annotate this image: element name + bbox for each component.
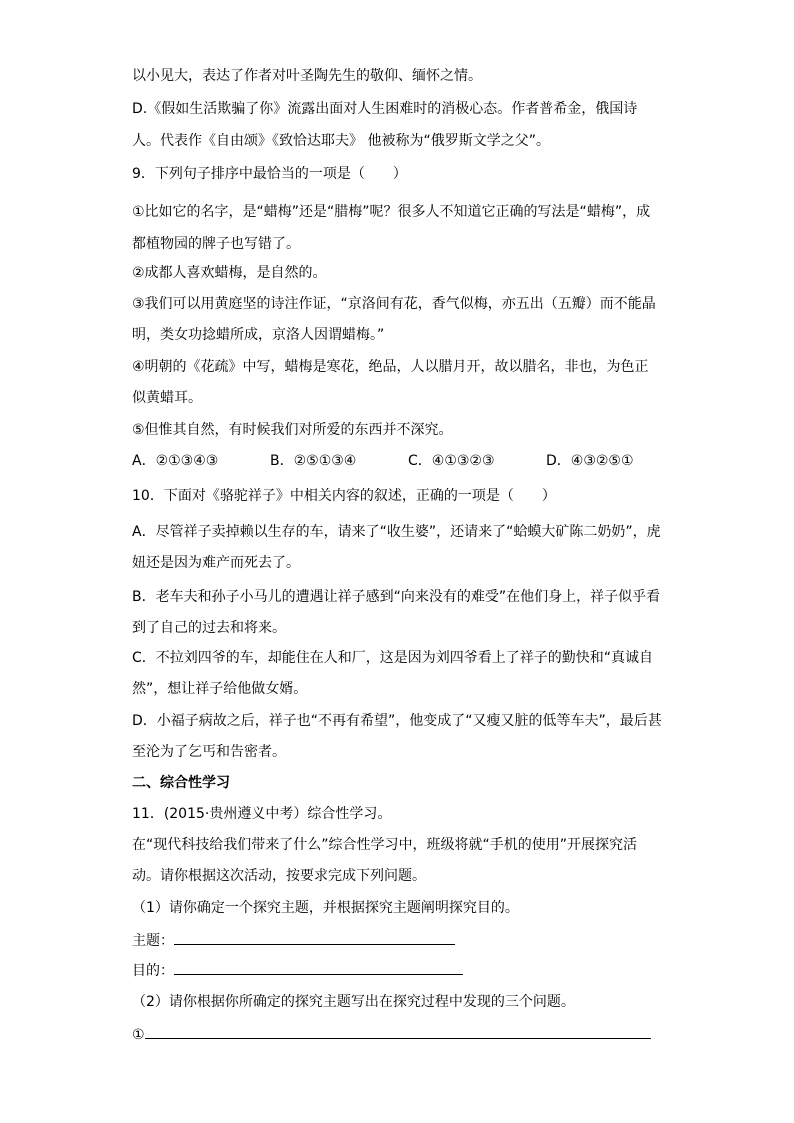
theme-row [132, 930, 455, 951]
answer-row-1 [132, 1024, 651, 1045]
theme-answer-blank[interactable] [174, 930, 455, 945]
question-9: 9．下列句子排序中最恰当的一项是（ ） [132, 166, 407, 182]
theme-label: 主题： [132, 933, 174, 949]
option-b-cont: 到了自己的过去和将来。 [132, 620, 286, 636]
section-heading: 二、综合性学习 [132, 775, 230, 791]
sentence-5: ⑤但惟其自然，有时候我们对所爱的东西并不深究。 [132, 422, 453, 438]
purpose-answer-blank[interactable] [174, 960, 463, 975]
sentence-4-cont: 似黄蜡耳。 [132, 390, 202, 406]
sentence-1: ①比如它的名字，是“蜡梅”还是“腊梅”呢？很多人不知道它正确的写法是“蜡梅”，成 [132, 204, 651, 220]
option-c: C．④①③②③ [408, 453, 495, 469]
option-c-cont: 然”，想让祥子给他做女婿。 [132, 681, 308, 697]
option-b: B．②⑤①③④ [270, 453, 357, 469]
text-line: 人。代表作《自由颂》《致恰达耶夫》 他被称为“俄罗斯文学之父”。 [132, 133, 550, 149]
option-d: D．小福子病故之后，祥子也“不再有希望”，他变成了“又瘦又脏的低等车夫”，最后甚 [132, 713, 662, 729]
sentence-4: ④明朝的《花疏》中写，蜡梅是寒花，绝品，人以腊月开，故以腊名，非也，为色正 [132, 359, 649, 375]
subquestion-2: （2）请你根据你所确定的探究主题写出在探究过程中发现的三个问题。 [132, 994, 575, 1010]
option-b: B．老车夫和孙子小马儿的遭遇让祥子感到“向来没有的难受”在他们身上，祥子似乎看 [132, 589, 661, 605]
purpose-row [132, 960, 463, 981]
sentence-1-cont: 都植物园的牌子也写错了。 [132, 236, 300, 252]
purpose-label: 目的： [132, 963, 174, 979]
instruction: 在“现代科技给我们带来了什么”综合性学习中，班级将就“手机的使用”开展探究活 [132, 837, 638, 853]
option-d-cont: 至沦为了乞丐和告密者。 [132, 744, 286, 760]
answer-blank-1[interactable] [145, 1024, 651, 1039]
option-c: C．不拉刘四爷的车，却能住在人和厂，这是因为刘四爷看上了祥子的勤快和“真诚自 [132, 650, 654, 666]
option-d: D．④③②⑤① [546, 453, 634, 469]
option-a: A．②①③④③ [132, 453, 219, 469]
sentence-2: ②成都人喜欢蜡梅，是自然的。 [132, 265, 327, 281]
option-a: A．尽管祥子卖掉赖以生存的车，请来了“收生婆”，还请来了“蛤蟆大矿陈二奶奶”，虎 [132, 524, 661, 540]
sentence-3: ③我们可以用黄庭坚的诗注作证，“京洛间有花，香气似梅，亦五出（五瓣）而不能晶 [132, 296, 656, 312]
instruction-cont: 动。请你根据这次活动，按要求完成下列问题。 [132, 868, 426, 884]
sentence-3-cont: 明，类女功捻蜡所成，京洛人因谓蜡梅。” [132, 327, 385, 343]
question-10: 10．下面对《骆驼祥子》中相关内容的叙述，正确的一项是（ ） [132, 488, 556, 504]
answer-number: ① [132, 1027, 145, 1043]
subquestion-1: （1）请你确定一个探究主题，并根据探究主题阐明探究目的。 [132, 900, 519, 916]
options-row [132, 451, 634, 471]
option-d-line: D.《假如生活欺骗了你》流露出面对人生困难时的消极心态。作者普希金，俄国诗 [132, 101, 638, 117]
text-line: 以小见大，表达了作者对叶圣陶先生的敬仰、缅怀之情。 [132, 68, 482, 84]
question-11: 11．(2015·贵州遵义中考）综合性学习。 [132, 806, 392, 822]
option-a-cont: 妞还是因为难产而死去了。 [132, 555, 300, 571]
